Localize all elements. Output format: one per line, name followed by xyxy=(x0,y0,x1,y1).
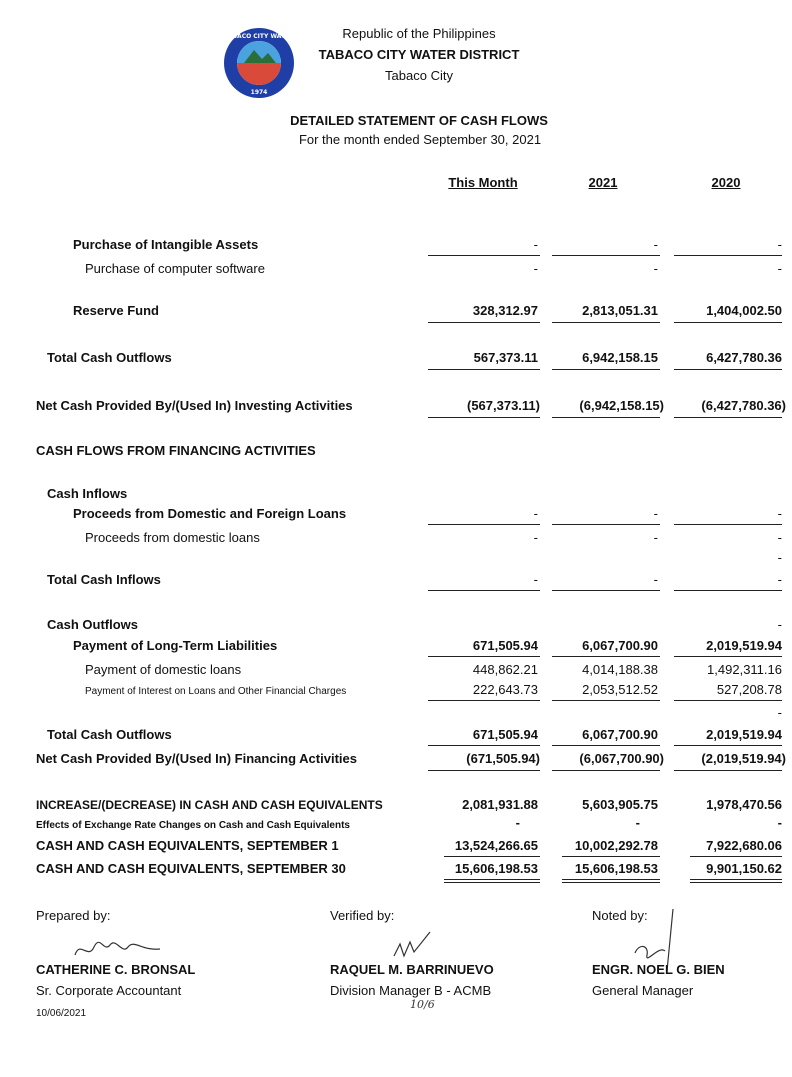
row-label-proceeds-domestic: Proceeds from domestic loans xyxy=(85,530,260,545)
underline xyxy=(690,856,782,857)
cell-fx-2021: - xyxy=(635,815,640,830)
prepared-date: 10/06/2021 xyxy=(36,1008,87,1019)
underline xyxy=(428,322,540,323)
cell-cce-sep1-2021: 10,002,292.78 xyxy=(574,838,658,853)
prepared-position: Sr. Corporate Accountant xyxy=(36,983,182,998)
underline xyxy=(428,745,540,746)
cell-proceeds-month: - xyxy=(533,506,538,521)
cell-total-out-inv-2021: 6,942,158.15 xyxy=(582,350,658,365)
logo-year: 1974 xyxy=(250,89,268,96)
cell-total-out-fin-2021: 6,067,700.90 xyxy=(582,727,658,742)
cell-software-2020: - xyxy=(777,261,782,276)
row-label-fx: Effects of Exchange Rate Changes on Cash and Cash Equivalents xyxy=(36,820,350,831)
row-label-cce-sep30: CASH AND CASH EQUIVALENTS, SEPTEMBER 30 xyxy=(36,861,346,876)
underline xyxy=(428,770,540,771)
underline xyxy=(674,369,782,370)
underline xyxy=(552,770,660,771)
stray-dash: - xyxy=(777,705,782,720)
statement-period: For the month ended September 30, 2021 xyxy=(298,132,542,147)
cell-proceeds-dom-2020: - xyxy=(777,530,782,545)
republic-line: Republic of the Philippines xyxy=(342,26,496,41)
row-label-proceeds: Proceeds from Domestic and Foreign Loans xyxy=(73,506,347,521)
agency-name: TABACO CITY WATER DISTRICT xyxy=(318,47,520,62)
cell-increase-2020: 1,978,470.56 xyxy=(706,797,782,812)
prepared-by-caption: Prepared by: xyxy=(36,908,111,923)
noted-name: ENGR. NOEL G. BIEN xyxy=(592,962,725,977)
cell-net-fin-2021: (6,067,700.90) xyxy=(579,751,664,766)
underline xyxy=(552,369,660,370)
row-label-increase: INCREASE/(DECREASE) IN CASH AND CASH EQUIVALENTS xyxy=(36,798,383,812)
underline xyxy=(562,856,660,857)
cell-reserve-2021: 2,813,051.31 xyxy=(582,303,658,318)
underline xyxy=(674,656,782,657)
cell-fx-2020: - xyxy=(777,815,782,830)
underline xyxy=(428,369,540,370)
underline xyxy=(552,255,660,256)
cell-payment-int-2021: 2,053,512.52 xyxy=(582,682,658,697)
cell-payment-int-2020: 527,208.78 xyxy=(716,682,782,697)
cell-intangible-2020: - xyxy=(777,237,782,252)
cell-total-out-inv-month: 567,373.11 xyxy=(473,350,538,365)
cell-cce-sep30-month: 15,606,198.53 xyxy=(454,861,538,876)
row-label-reserve: Reserve Fund xyxy=(73,303,159,318)
underline xyxy=(428,590,540,591)
prepared-name: CATHERINE C. BRONSAL xyxy=(36,962,196,977)
verified-position: Division Manager B - ACMB xyxy=(330,983,492,998)
underline xyxy=(674,700,782,701)
cell-cce-sep1-2020: 7,922,680.06 xyxy=(706,838,782,853)
underline xyxy=(674,322,782,323)
row-label-cash-outflows: Cash Outflows xyxy=(47,617,139,632)
underline xyxy=(674,590,782,591)
cell-payment-lt-month: 671,505.94 xyxy=(472,638,538,653)
cell-net-inv-month: (567,373.11) xyxy=(466,398,540,413)
row-label-total-inflows: Total Cash Inflows xyxy=(47,572,161,587)
cell-reserve-month: 328,312.97 xyxy=(472,303,538,318)
row-label-total-outflows-financing: Total Cash Outflows xyxy=(47,727,172,742)
underline xyxy=(552,700,660,701)
cell-payment-dom-2020: 1,492,311.16 xyxy=(707,662,782,677)
city-line: Tabaco City xyxy=(385,68,453,83)
cell-net-fin-month: (671,505.94) xyxy=(466,751,540,766)
cell-cce-sep1-month: 13,524,266.65 xyxy=(454,838,538,853)
cell-total-out-fin-2020: 2,019,519.94 xyxy=(706,727,782,742)
cell-net-inv-2021: (6,942,158.15) xyxy=(579,398,664,413)
verified-by-caption: Verified by: xyxy=(330,908,395,923)
underline xyxy=(552,417,660,418)
district-logo xyxy=(222,26,296,100)
cell-payment-dom-month: 448,862.21 xyxy=(472,662,538,677)
row-label-cce-sep1: CASH AND CASH EQUIVALENTS, SEPTEMBER 1 xyxy=(36,838,339,853)
noted-position: General Manager xyxy=(592,983,694,998)
underline xyxy=(552,524,660,525)
noted-by-caption: Noted by: xyxy=(592,908,648,923)
cell-total-in-2021: - xyxy=(653,572,658,587)
cell-payment-lt-2020: 2,019,519.94 xyxy=(706,638,782,653)
underline xyxy=(674,770,782,771)
column-2021: 2021 xyxy=(588,175,618,190)
row-label-total-outflows-investing: Total Cash Outflows xyxy=(47,350,172,365)
verified-name: RAQUEL M. BARRINUEVO xyxy=(330,962,494,977)
underline xyxy=(552,590,660,591)
cell-proceeds-dom-2021: - xyxy=(653,530,658,545)
cell-total-in-month: - xyxy=(533,572,538,587)
cell-cce-sep30-2020: 9,901,150.62 xyxy=(706,861,782,876)
row-label-payment-lt: Payment of Long-Term Liabilities xyxy=(73,638,278,653)
underline xyxy=(552,745,660,746)
row-label-net-investing: Net Cash Provided By/(Used In) Investing Activities xyxy=(36,398,353,413)
underline xyxy=(444,856,540,857)
column-2020: 2020 xyxy=(711,175,741,190)
cell-intangible-month: - xyxy=(533,237,538,252)
row-label-net-financing: Net Cash Provided By/(Used In) Financing Activities xyxy=(36,751,357,766)
cell-proceeds-2020: - xyxy=(777,506,782,521)
row-label-payment-interest: Payment of Interest on Loans and Other Financial Charges xyxy=(85,686,347,697)
cell-software-month: - xyxy=(533,261,538,276)
svg-text:TABACO CITY WATER: TABACO CITY WATER xyxy=(224,33,294,40)
row-label-software: Purchase of computer software xyxy=(85,261,265,276)
row-label-intangible: Purchase of Intangible Assets xyxy=(73,237,259,252)
cell-cash-outflows-2020: - xyxy=(777,617,782,632)
underline xyxy=(552,322,660,323)
underline xyxy=(428,700,540,701)
statement-title: DETAILED STATEMENT OF CASH FLOWS xyxy=(290,113,548,128)
double-underline xyxy=(562,879,660,883)
cell-net-inv-2020: (6,427,780.36) xyxy=(701,398,786,413)
underline xyxy=(428,656,540,657)
stray-dash: - xyxy=(777,550,782,565)
underline xyxy=(674,745,782,746)
cell-increase-2021: 5,603,905.75 xyxy=(582,797,658,812)
cell-proceeds-2021: - xyxy=(653,506,658,521)
cell-reserve-2020: 1,404,002.50 xyxy=(706,303,782,318)
cell-payment-dom-2021: 4,014,188.38 xyxy=(582,662,658,677)
cell-payment-int-month: 222,643.73 xyxy=(472,682,538,697)
cell-payment-lt-2021: 6,067,700.90 xyxy=(582,638,658,653)
underline xyxy=(674,255,782,256)
cell-net-fin-2020: (2,019,519.94) xyxy=(701,751,786,766)
cell-fx-month: - xyxy=(515,815,520,830)
cell-proceeds-dom-month: - xyxy=(533,530,538,545)
underline xyxy=(428,524,540,525)
section-financing-header: CASH FLOWS FROM FINANCING ACTIVITIES xyxy=(36,443,316,458)
underline xyxy=(428,255,540,256)
row-label-cash-inflows: Cash Inflows xyxy=(47,486,128,501)
underline xyxy=(552,656,660,657)
column-this-month: This Month xyxy=(448,175,518,190)
underline xyxy=(674,524,782,525)
double-underline xyxy=(690,879,782,883)
cell-intangible-2021: - xyxy=(653,237,658,252)
cell-total-in-2020: - xyxy=(777,572,782,587)
cell-total-out-inv-2020: 6,427,780.36 xyxy=(706,350,782,365)
cell-increase-month: 2,081,931.88 xyxy=(462,797,538,812)
cell-total-out-fin-month: 671,505.94 xyxy=(472,727,538,742)
verified-date: 10/6 xyxy=(410,998,435,1011)
row-label-payment-domestic: Payment of domestic loans xyxy=(85,662,242,677)
cell-software-2021: - xyxy=(653,261,658,276)
underline xyxy=(674,417,782,418)
cell-cce-sep30-2021: 15,606,198.53 xyxy=(574,861,658,876)
double-underline xyxy=(444,879,540,883)
underline xyxy=(428,417,540,418)
